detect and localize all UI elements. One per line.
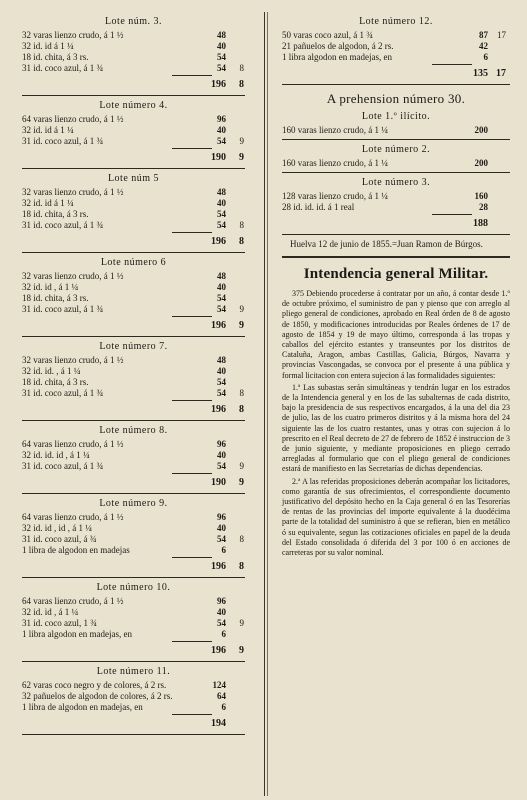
sum-rule: [172, 148, 212, 151]
lote-row: [282, 125, 510, 136]
lote-block: [22, 173, 245, 253]
item-cents: 8: [239, 534, 244, 544]
item-amount: 6: [221, 629, 226, 639]
lote-total: [22, 718, 245, 731]
item-amount: 54: [217, 461, 226, 471]
item-description: 64 varas lienzo crudo, á 1 ½: [22, 114, 124, 124]
lote-row: [22, 293, 245, 304]
total-cents: 9: [239, 152, 244, 163]
lote-block: [22, 257, 245, 337]
lote-row: [282, 41, 510, 52]
lote-row: [22, 629, 245, 640]
item-description: 50 varas coco azul, á 1 ¾: [282, 30, 373, 40]
item-description: 32 id. id , id , á 1 ¼: [22, 523, 92, 533]
lote-rule: [282, 234, 510, 235]
lote-12-block: [282, 16, 510, 85]
lote-row: [22, 388, 245, 399]
lote-block: [22, 498, 245, 578]
sum-rule: [172, 714, 212, 717]
item-description: 128 varas lienzo crudo, á 1 ¼: [282, 191, 388, 201]
lote-row: [22, 534, 245, 545]
lote-total: [282, 68, 510, 81]
lote-row: [282, 191, 510, 202]
lote-rule: [22, 661, 245, 662]
lote-row: [22, 41, 245, 52]
item-amount: 54: [217, 209, 226, 219]
item-description: 32 id. id á 1 ¼: [22, 198, 74, 208]
lote-row: [22, 512, 245, 523]
right-column: [282, 14, 510, 560]
item-amount: 54: [217, 377, 226, 387]
item-amount: 200: [474, 125, 488, 135]
paragraph-condition-1: 1.ª Las subastas serán simultáneas y tendrán lugar en los estrados de la Intendencia general y en los de las subalternas de cada distrito, bajo la presidencia de sus respectivos encargados, á la una del dia 23 de julio, las de los cuatro primeros distritos y á la misma hora del 24 siguiente las de los cuatro restantes, unas y otras con sujecion á lo prescrito en el Real decreto de 27 de febrero de 1852 é instruccion de 3 de junio siguiente, y mediante proposiciones en pliego cerrado arregladas al formulario que con el pliego general de condiciones estará de manifiesto en las Secretarías de dichas dependencias.: [282, 382, 510, 474]
lote-title: Lote número 3.: [361, 177, 431, 188]
sum-rule: [172, 400, 212, 403]
sum-rule: [172, 316, 212, 319]
lote-title: Lote número 10.: [96, 582, 171, 593]
lote-row: [22, 220, 245, 231]
total-cents: 17: [496, 68, 506, 79]
item-amount: 96: [217, 439, 226, 449]
item-description: 21 pañuelos de algodon, á 2 rs.: [282, 41, 394, 51]
item-description: 32 varas lienzo crudo, á 1 ½: [22, 30, 124, 40]
item-description: 18 id. chita, á 3 rs.: [22, 52, 89, 62]
lote-row: [22, 450, 245, 461]
item-amount: 42: [479, 41, 488, 51]
item-description: 1 libra algodon en madejas, en: [282, 52, 392, 62]
item-amount: 54: [217, 388, 226, 398]
item-description: 62 varas coco negro y de colores, á 2 rs.: [22, 680, 167, 690]
lote-row: [22, 271, 245, 282]
item-description: 28 id. id. id. á 1 real: [282, 202, 355, 212]
item-amount: 40: [217, 41, 226, 51]
item-amount: 200: [474, 158, 488, 168]
sum-rule: [432, 64, 472, 67]
lote-total: [22, 645, 245, 658]
item-description: 31 id. coco azul, á 1 ¾: [22, 304, 104, 314]
item-amount: 48: [217, 271, 226, 281]
item-description: 32 id. id , á 1 ¼: [22, 282, 79, 292]
total-amount: 196: [211, 320, 226, 331]
item-amount: 40: [217, 282, 226, 292]
lote-row: [282, 202, 510, 213]
lote-total: [22, 320, 245, 333]
total-amount: 196: [211, 404, 226, 415]
item-description: 31 id. coco azul, á 1 ¾: [22, 63, 104, 73]
lote-row: [22, 680, 245, 691]
item-amount: 48: [217, 187, 226, 197]
lote-block: [282, 177, 510, 235]
item-description: 18 id. chita, á 3 rs.: [22, 209, 89, 219]
total-amount: 196: [211, 236, 226, 247]
item-amount: 6: [221, 545, 226, 555]
item-description: 64 varas lienzo crudo, á 1 ½: [22, 439, 124, 449]
total-cents: 8: [239, 236, 244, 247]
item-description: 31 id. coco azul, á 1 ¾: [22, 220, 104, 230]
aprehension-heading: A prehension número 30.: [326, 91, 466, 106]
lote-row: [22, 366, 245, 377]
lote-row: [22, 377, 245, 388]
lote-row: [22, 63, 245, 74]
lote-rule: [22, 734, 245, 735]
item-amount: 6: [483, 52, 488, 62]
item-description: 32 varas lienzo crudo, á 1 ½: [22, 355, 124, 365]
item-description: 1 libra de algodon en madejas, en: [22, 702, 143, 712]
total-cents: 8: [239, 79, 244, 90]
lote-row: [22, 198, 245, 209]
item-amount: 40: [217, 607, 226, 617]
item-amount: 54: [217, 220, 226, 230]
column-divider-inner: [267, 12, 268, 796]
item-amount: 40: [217, 523, 226, 533]
item-description: 1 libra de algodon en madejas: [22, 545, 130, 555]
lote-rule: [22, 168, 245, 169]
lote-total: [22, 404, 245, 417]
lote-row: [22, 691, 245, 702]
lote-block: [22, 666, 245, 735]
item-description: 32 pañuelos de algodon de colores, á 2 rs.: [22, 691, 173, 701]
total-amount: 196: [211, 561, 226, 572]
item-description: 18 id. chita, á 3 rs.: [22, 293, 89, 303]
item-amount: 40: [217, 366, 226, 376]
item-amount: 40: [217, 450, 226, 460]
item-amount: 64: [217, 691, 226, 701]
sum-rule: [172, 473, 212, 476]
item-description: 32 id. id á 1 ¼: [22, 41, 74, 51]
lote-row: [22, 282, 245, 293]
lote-row: [22, 125, 245, 136]
lote-block: [282, 16, 510, 85]
lote-rule: [22, 95, 245, 96]
item-description: 18 id. chita, á 3 rs.: [22, 377, 89, 387]
item-description: 32 varas lienzo crudo, á 1 ½: [22, 271, 124, 281]
item-amount: 48: [217, 30, 226, 40]
item-description: 64 varas lienzo crudo, á 1 ½: [22, 596, 124, 606]
total-cents: 9: [239, 320, 244, 331]
lote-title: Lote número 12.: [359, 16, 433, 27]
item-amount: 96: [217, 512, 226, 522]
item-description: 32 id. id. id , á 1 ¼: [22, 450, 90, 460]
lote-total: [22, 477, 245, 490]
sum-rule: [172, 75, 212, 78]
item-description: 1 libra algodon en madejas, en: [22, 629, 132, 639]
total-amount: 135: [473, 68, 488, 79]
lote-title: Lote número 4.: [99, 100, 168, 111]
item-description: 31 id. coco azul, 1 ¾: [22, 618, 97, 628]
sum-rule: [172, 641, 212, 644]
item-amount: 54: [217, 63, 226, 73]
item-amount: 48: [217, 355, 226, 365]
total-amount: 190: [211, 477, 226, 488]
lote-row: [22, 30, 245, 41]
lote-rule: [22, 252, 245, 253]
lote-rule: [22, 577, 245, 578]
total-amount: 188: [473, 218, 488, 229]
item-amount: 124: [212, 680, 226, 690]
item-amount: 96: [217, 114, 226, 124]
item-description: 31 id. coco azul, á 1 ¾: [22, 136, 104, 146]
item-description: 31 id. coco azul, á ¾: [22, 534, 97, 544]
total-amount: 196: [211, 79, 226, 90]
total-cents: 9: [239, 645, 244, 656]
item-cents: 8: [239, 388, 244, 398]
left-column: [22, 14, 245, 739]
lote-title: Lote 1.º ilícito.: [361, 111, 431, 122]
item-description: 64 varas lienzo crudo, á 1 ½: [22, 512, 124, 522]
lote-title: Lote núm 5: [107, 173, 160, 184]
lote-rule: [282, 84, 510, 85]
lote-block: [282, 144, 510, 173]
item-description: 32 varas lienzo crudo, á 1 ½: [22, 187, 124, 197]
lote-row: [22, 355, 245, 366]
lote-row: [22, 461, 245, 472]
lote-block: [22, 16, 245, 96]
lote-block: [22, 100, 245, 169]
total-amount: 194: [211, 718, 226, 729]
item-description: 32 id. id , á 1 ¼: [22, 607, 79, 617]
lote-block: [22, 341, 245, 421]
item-cents: 8: [239, 63, 244, 73]
item-cents: 9: [239, 618, 244, 628]
total-cents: 9: [239, 477, 244, 488]
lote-rule: [282, 172, 510, 173]
lote-total: [22, 236, 245, 249]
lote-row: [22, 209, 245, 220]
column-divider: [264, 12, 265, 796]
lote-title: Lote número 6: [100, 257, 167, 268]
lote-row: [22, 187, 245, 198]
paragraph-condition-2: 2.ª A las referidas proposiciones deberán acompañar los licitadores, como garantía de sus ofrecimientos, el correspondiente documento justificativo del depósito hecho en la Caja general ó en las Tesorerías de rentas de las provincias del importe equivalente á la duodécima parte de la totalidad del suministro á que se refieran, bien en metálico ó su equivalente, segun las cotizaciones oficiales en papel de la deuda del Estado consolidada ó diferida del 3 por 100 ó en acciones de carreteras por su valor nominal.: [282, 476, 510, 558]
total-cents: 8: [239, 561, 244, 572]
item-amount: 40: [217, 125, 226, 135]
lote-rule: [22, 493, 245, 494]
lote-row: [282, 158, 510, 169]
lote-row: [22, 439, 245, 450]
lote-title: Lote número 11.: [96, 666, 171, 677]
total-amount: 190: [211, 152, 226, 163]
lote-row: [22, 607, 245, 618]
item-description: 160 varas lienzo crudo, á 1 ¼: [282, 125, 388, 135]
item-amount: 54: [217, 534, 226, 544]
lote-rule: [22, 420, 245, 421]
total-amount: 196: [211, 645, 226, 656]
item-amount: 160: [474, 191, 488, 201]
lote-total: [282, 218, 510, 231]
lote-rule: [22, 336, 245, 337]
lote-row: [22, 52, 245, 63]
lote-block: [22, 425, 245, 494]
section-rule: [282, 256, 510, 258]
item-description: 32 id. id á 1 ¼: [22, 125, 74, 135]
lote-row: [22, 618, 245, 629]
sum-rule: [432, 214, 472, 217]
lote-title: Lote número 9.: [99, 498, 168, 509]
item-description: 31 id. coco azul, á 1 ¾: [22, 388, 104, 398]
item-cents: 9: [239, 304, 244, 314]
lote-block: [22, 582, 245, 662]
lote-block: [282, 111, 510, 140]
item-amount: 54: [217, 618, 226, 628]
item-amount: 54: [217, 136, 226, 146]
total-cents: 8: [239, 404, 244, 415]
lote-row: [22, 136, 245, 147]
lote-title: Lote núm. 3.: [104, 16, 163, 27]
lote-row: [282, 30, 510, 41]
lote-row: [22, 523, 245, 534]
item-cents: 17: [497, 30, 506, 40]
item-amount: 40: [217, 198, 226, 208]
lote-row: [282, 52, 510, 63]
lote-title: Lote número 2.: [361, 144, 431, 155]
item-cents: 9: [239, 136, 244, 146]
item-amount: 28: [479, 202, 488, 212]
lote-rule: [282, 139, 510, 140]
lote-total: [22, 79, 245, 92]
item-amount: 6: [221, 702, 226, 712]
lote-total: [22, 152, 245, 165]
item-amount: 54: [217, 304, 226, 314]
lote-title: Lote número 8.: [99, 425, 168, 436]
item-amount: 54: [217, 52, 226, 62]
lote-row: [22, 304, 245, 315]
item-description: 31 id. coco azul, á 1 ¾: [22, 461, 104, 471]
sum-rule: [172, 557, 212, 560]
item-description: 160 varas lienzo crudo, á 1 ¼: [282, 158, 388, 168]
lote-row: [22, 596, 245, 607]
signature-line: Huelva 12 de junio de 1855.=Juan Ramon de Búrgos.: [290, 239, 483, 249]
item-description: 32 id. id. , á 1 ¼: [22, 366, 81, 376]
lote-row: [22, 702, 245, 713]
lote-row: [22, 114, 245, 125]
item-cents: 9: [239, 461, 244, 471]
lote-title: Lote número 7.: [99, 341, 168, 352]
item-amount: 96: [217, 596, 226, 606]
intendencia-heading: Intendencia general Militar.: [303, 266, 489, 282]
item-amount: 54: [217, 293, 226, 303]
lote-total: [22, 561, 245, 574]
sum-rule: [172, 232, 212, 235]
item-amount: 87: [479, 30, 488, 40]
item-cents: 8: [239, 220, 244, 230]
paragraph-375: 375 Debiendo procederse á contratar por un año, á contar desde 1.º de octubre próximo, el suministro de pan y pienso que con arreglo al pliego general de condiciones, aprobado en Real órden de 8 de agosto de 1850, y modificaciones introducidas por Reales órdenes de 17 de agosto de 1854 y 19 de mayo último, corresponda á las tropas y caballos del ejército estantes y transeuntes por los distritos de Cataluña, Aragon, ambas Castillas, Galicia, Búrgos, Navarra y provincias Vascongadas, se convoca por el presente á una pública y formal licitacion con entera sujecion á las formalidades siguientes:: [282, 289, 510, 380]
lote-row: [22, 545, 245, 556]
aprehension-lotes: [282, 111, 510, 235]
